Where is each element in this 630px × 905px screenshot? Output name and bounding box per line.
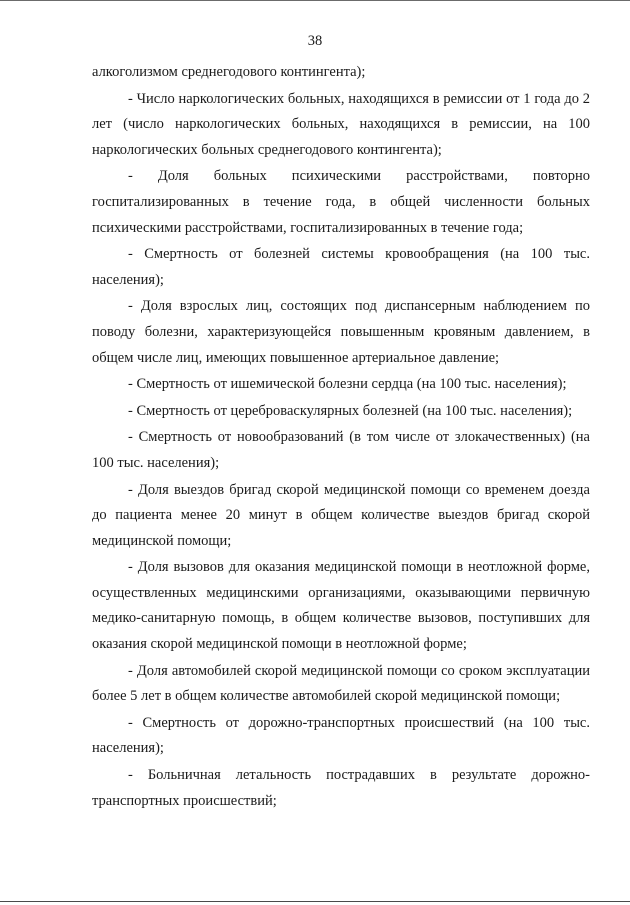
paragraph: - Смертность от цереброваскулярных болезней (на 100 тыс. населения); — [128, 402, 573, 419]
scan-bottom-edge — [0, 901, 630, 902]
paragraph: - Доля больных психическими расстройствами, повторно госпитализированных в течение года, в общей численности больных психическими расстройствами, госпитализированных в течение года; — [92, 168, 590, 236]
paragraph: - Больничная летальность пострадавших в результате дорожно-транспортных происшествий; — [92, 767, 590, 809]
scan-top-edge — [0, 0, 630, 1]
paragraph: - Доля вызовов для оказания медицинской помощи в неотложной форме, осуществленных медицинскими организациями, оказывающими первичную медико-санитарную помощь, в общем количестве вызовов, поступивших для оказания скорой медицинской помощи в неотложной форме; — [92, 559, 590, 653]
paragraph: - Смертность от болезней системы кровообращения (на 100 тыс. населения); — [92, 246, 590, 288]
paragraph: - Смертность от дорожно-транспортных происшествий (на 100 тыс. населения); — [92, 714, 590, 757]
document-body — [92, 60, 590, 814]
paragraph: алкоголизмом среднегодового контингента); — [92, 64, 366, 80]
paragraph: - Доля автомобилей скорой медицинской помощи со сроком эксплуатации более 5 лет в общем количестве автомобилей скорой медицинской помощи; — [92, 662, 590, 705]
paragraph: - Доля выездов бригад скорой медицинской помощи со временем доезда до пациента менее 20 минут в общем количестве выездов бригад скорой медицинской помощи; — [92, 481, 590, 549]
paragraph: - Смертность от ишемической болезни сердца (на 100 тыс. населения); — [128, 376, 567, 393]
paragraph: - Число наркологических больных, находящихся в ремиссии от 1 года до 2 лет (число наркологических больных, находящихся в ремиссии, на 100 наркологических больных среднегодового контингента); — [92, 90, 590, 158]
page-number: 38 — [307, 33, 323, 49]
paragraph: - Доля взрослых лиц, состоящих под диспансерным наблюдением по поводу болезни, характеризующейся повышенным кровяным давлением, в общем числе лиц, имеющих повышенное артериальное давление; — [92, 298, 590, 366]
paragraph: - Смертность от новообразований (в том числе от злокачественных) (на 100 тыс. населения); — [92, 429, 590, 471]
